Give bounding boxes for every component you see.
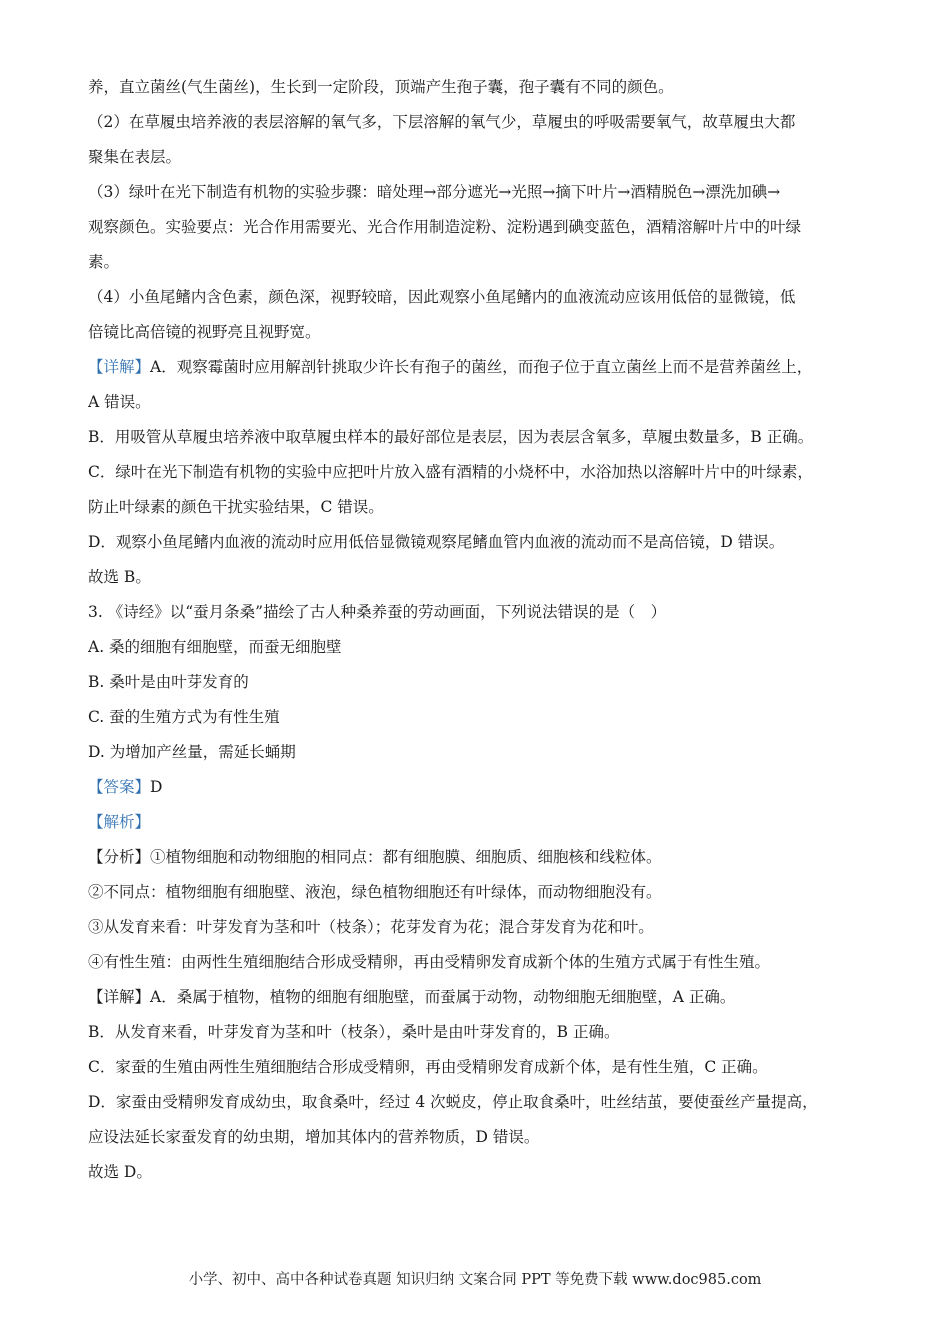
text-line: 观察颜色。实验要点：光合作用需要光、光合作用制造淀粉、淀粉遇到碘变蓝色，酒精溶解叶片中的叶绿	[88, 218, 802, 236]
document-body	[88, 70, 863, 1190]
text-line: 养，直立菌丝(气生菌丝)，生长到一定阶段，顶端产生孢子囊，孢子囊有不同的颜色。	[88, 78, 674, 96]
text-line: 故选 D。	[88, 1163, 152, 1181]
option-c: C. 蚕的生殖方式为有性生殖	[88, 708, 280, 726]
text-line: B．用吸管从草履虫培养液中取草履虫样本的最好部位是表层，因为表层含氧多，草履虫数量多，B 正确。	[88, 428, 814, 446]
answer-tag: 【答案】	[88, 778, 151, 796]
text-line: B．从发育来看，叶芽发育为茎和叶（枝条），桑叶是由叶芽发育的，B 正确。	[88, 1023, 620, 1041]
text-line: ②不同点：植物细胞有细胞壁、液泡，绿色植物细胞还有叶绿体，而动物细胞没有。	[88, 883, 662, 901]
text-line: C．绿叶在光下制造有机物的实验中应把叶片放入盛有酒精的小烧杯中，水浴加热以溶解叶片中的叶绿素，	[88, 463, 813, 481]
detail-tag: 【详解】	[88, 358, 151, 376]
option-a: A. 桑的细胞有细胞壁，而蚕无细胞壁	[88, 638, 342, 656]
answer-line	[88, 770, 863, 805]
text-line: 防止叶绿素的颜色干扰实验结果，C 错误。	[88, 498, 384, 516]
analysis-text: ①植物细胞和动物细胞的相同点：都有细胞膜、细胞质、细胞核和线粒体。	[150, 848, 662, 866]
text-line: 故选 B。	[88, 568, 151, 586]
option-b: B. 桑叶是由叶芽发育的	[88, 673, 249, 691]
text-line: A 错误。	[88, 393, 151, 411]
detail-text: A．观察霉菌时应用解剖针挑取少许长有孢子的菌丝，而孢子位于直立菌丝上而不是营养菌丝上，	[150, 358, 813, 376]
analysis-tag: 【解析】	[88, 813, 151, 831]
text-line: （4）小鱼尾鳍内含色素，颜色深，视野较暗，因此观察小鱼尾鳍内的血液流动应该用低倍的显微镜，低	[88, 288, 796, 306]
analysis-line	[88, 840, 863, 875]
text-line: （3）绿叶在光下制造有机物的实验步骤：暗处理→部分遮光→光照→摘下叶片→酒精脱色→漂洗加碘→	[88, 183, 781, 201]
answer-value: D	[150, 778, 163, 796]
detail-heading-line	[88, 350, 863, 385]
text-line: 倍镜比高倍镜的视野亮且视野宽。	[88, 323, 321, 341]
detail-text: A．桑属于植物，植物的细胞有细胞壁，而蚕属于动物，动物细胞无细胞壁，A 正确。	[150, 988, 736, 1006]
text-line: 素。	[88, 253, 120, 271]
text-line: 应设法延长家蚕发育的幼虫期，增加其体内的营养物质，D 错误。	[88, 1128, 540, 1146]
text-line: 聚集在表层。	[88, 148, 182, 166]
option-d: D. 为增加产丝量，需延长蛹期	[88, 743, 296, 761]
question-stem: 3. 《诗经》以“蚕月条桑”描绘了古人种桑养蚕的劳动画面，下列说法错误的是（ ）	[88, 603, 667, 621]
page-footer: 小学、初中、高中各种试卷真题 知识归纳 文案合同 PPT 等免费下载 www.doc985.com	[188, 1272, 762, 1288]
detail-tag: 【详解】	[88, 988, 151, 1006]
analysis-sub-tag: 【分析】	[88, 848, 151, 866]
analysis-heading	[88, 805, 863, 840]
text-line: D．家蚕由受精卵发育成幼虫，取食桑叶，经过 4 次蜕皮，停止取食桑叶，吐丝结茧，要使蚕丝产量提高，	[88, 1093, 818, 1111]
text-line: （2）在草履虫培养液的表层溶解的氧气多，下层溶解的氧气少，草履虫的呼吸需要氧气，故草履虫大都	[88, 113, 796, 131]
text-line: D．观察小鱼尾鳍内血液的流动时应用低倍显微镜观察尾鳍血管内血液的流动而不是高倍镜，D 错误。	[88, 533, 785, 551]
detail-heading-line	[88, 980, 863, 1015]
text-line: ④有性生殖：由两性生殖细胞结合形成受精卵，再由受精卵发育成新个体的生殖方式属于有性生殖。	[88, 953, 771, 971]
text-line: C．家蚕的生殖由两性生殖细胞结合形成受精卵，再由受精卵发育成新个体，是有性生殖，C 正确。	[88, 1058, 768, 1076]
text-line: ③从发育来看：叶芽发育为茎和叶（枝条）；花芽发育为花；混合芽发育为花和叶。	[88, 918, 654, 936]
